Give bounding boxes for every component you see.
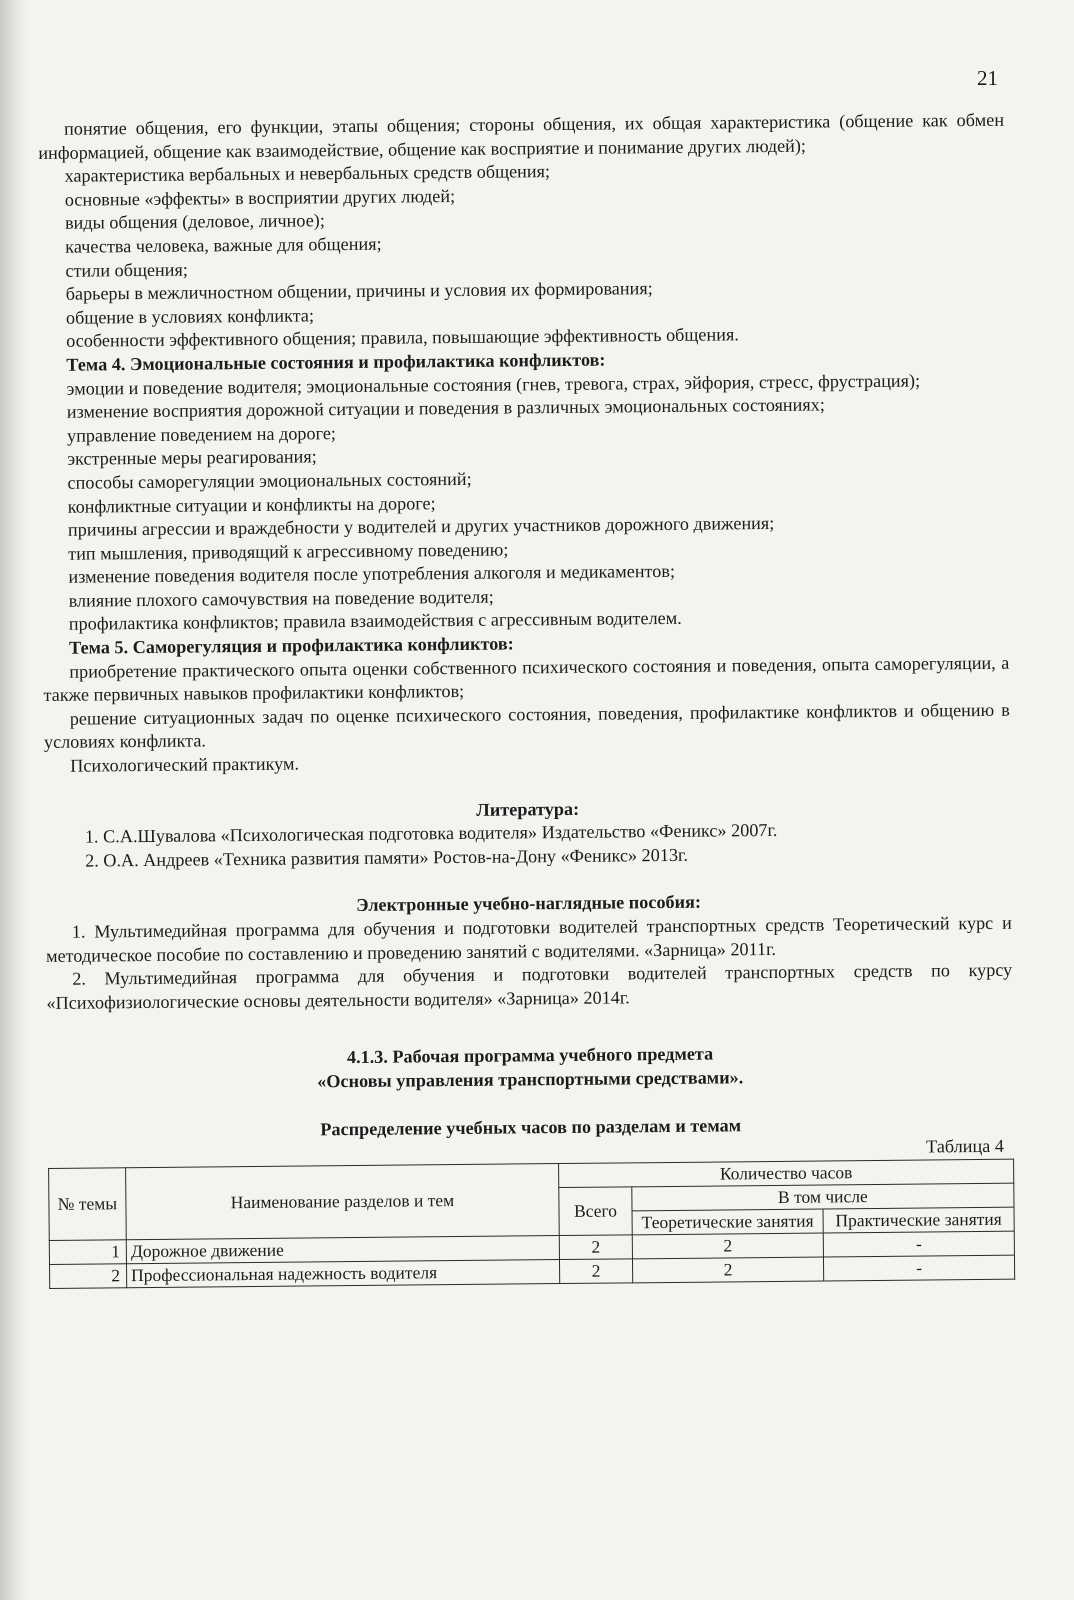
aids-item: 1. Мультимедийная программа для обучения и подготовки водителей транспортных средств Теоретический курс и методическое пособие по составлению и проведению занятий с водителями. «Зарница» 2011г. — [45, 912, 1012, 966]
header-hours: Количество часов — [559, 1159, 1014, 1187]
row-number: 1 — [49, 1239, 126, 1264]
topic3-list — [38, 156, 1006, 354]
page-number: 21 — [977, 66, 998, 90]
literature-item: 2. О.А. Андреев «Техника развития памяти» Ростов-на-Дону «Феникс» 2013г. — [85, 844, 689, 871]
row-name: Профессиональная надежность водителя — [126, 1259, 559, 1287]
row-theory: 2 — [632, 1257, 823, 1283]
list-item: причины агрессии и враждебности у водителей и других участников дорожного движения; — [67, 513, 775, 540]
table-caption: Таблица 4 — [926, 1135, 1005, 1157]
list-item: особенности эффективного общения; правила, повышающие эффективность общения. — [66, 324, 739, 352]
topic5-paragraph-3: Психологический практикум. — [70, 753, 300, 776]
row-practice: - — [823, 1255, 1014, 1281]
header-theory: Теоретические занятия — [632, 1209, 823, 1235]
row-number: 2 — [50, 1263, 127, 1288]
literature-item: 1. С.А.Шувалова «Психологическая подготовка водителя» Издательство «Феникс» 2007г. — [84, 820, 778, 847]
header-practice: Практические занятия — [823, 1207, 1014, 1233]
topic4-list — [41, 392, 1009, 637]
list-item: изменение восприятия дорожной ситуации и поведения в различных эмоциональных состояниях; — [66, 394, 825, 422]
list-item: стили общения; — [65, 259, 188, 281]
list-item: основные «эффекты» в восприятии других людей; — [64, 185, 456, 210]
literature-heading: Литература: — [476, 798, 580, 820]
topic5-title: Тема 5. Саморегуляция и профилактика конфликтов: — [68, 633, 514, 658]
row-name: Дорожное движение — [126, 1235, 559, 1263]
topic4-title: Тема 4. Эмоциональные состояния и профилактика конфликтов: — [66, 349, 606, 375]
topic4-intro: эмоции и поведение водителя; эмоциональные состояния (гнев, тревога, страх, эйфория, стресс, фрустрация); — [66, 370, 921, 399]
list-item: конфликтные ситуации и конфликты на дороге; — [67, 492, 436, 517]
list-item: изменение поведения водителя после употребления алкоголя и медикаментов; — [68, 561, 676, 588]
header-section-name: Наименование разделов и тем — [126, 1163, 560, 1239]
program-title-line-1: 4.1.3. Рабочая программа учебного предмета — [346, 1043, 714, 1068]
header-including: В том числе — [632, 1183, 1014, 1211]
topic5-paragraph-2: решение ситуационных задач по оценке психического состояния, поведения, профилактике конфликтов и общению в условиях конфликта. — [43, 699, 1010, 753]
list-item: влияние плохого самочувствия на поведение водителя; — [68, 586, 494, 611]
row-practice: - — [823, 1231, 1014, 1257]
aids-heading: Электронные учебно-наглядные пособия: — [356, 892, 702, 916]
row-total: 2 — [559, 1259, 632, 1284]
list-item: способы саморегуляции эмоциональных состояний; — [67, 468, 472, 493]
list-item: тип мышления, приводящий к агрессивному поведению; — [68, 539, 509, 564]
list-item: профилактика конфликтов; правила взаимодействия с агрессивным водителем. — [68, 608, 682, 635]
aids-item: 2. Мультимедийная программа для обучения и подготовки водителей транспортных средств по курсу «Психофизиологические основы деятельности водителя» «Зарница» 2014г. — [46, 959, 1013, 1013]
header-topic-number: № темы — [49, 1167, 127, 1240]
list-item: барьеры в межличностном общении, причины и условия их формирования; — [65, 278, 653, 304]
list-item: виды общения (деловое, личное); — [64, 210, 325, 234]
list-item: качества человека, важные для общения; — [65, 233, 382, 257]
row-theory: 2 — [632, 1233, 823, 1259]
list-item: управление поведением на дороге; — [66, 422, 337, 446]
topic5-paragraph-1: приобретение практического опыта оценки собственного психического состояния и поведения, опыта саморегуляции, а также первичных навыков профилактики конфликтов; — [43, 652, 1010, 706]
table-title: Распределение учебных часов по разделам и темам — [320, 1114, 742, 1139]
page-binding-edge — [0, 0, 28, 1600]
list-item: общение в условиях конфликта; — [65, 305, 315, 328]
list-item: экстренные меры реагирования; — [67, 446, 317, 470]
hours-table — [48, 1158, 1015, 1288]
list-item: характеристика вербальных и невербальных средств общения; — [64, 161, 551, 186]
program-title-line-2: «Основы управления транспортными средствами». — [317, 1067, 744, 1092]
row-total: 2 — [559, 1235, 632, 1260]
page-content — [38, 109, 1015, 1289]
header-total: Всего — [559, 1187, 632, 1236]
topic3-intro: понятие общения, его функции, этапы общения; стороны общения, их общая характеристика (общение как обмен информацией, общение как взаимодействие, общение как восприятие и понимание других людей); — [38, 109, 1005, 163]
